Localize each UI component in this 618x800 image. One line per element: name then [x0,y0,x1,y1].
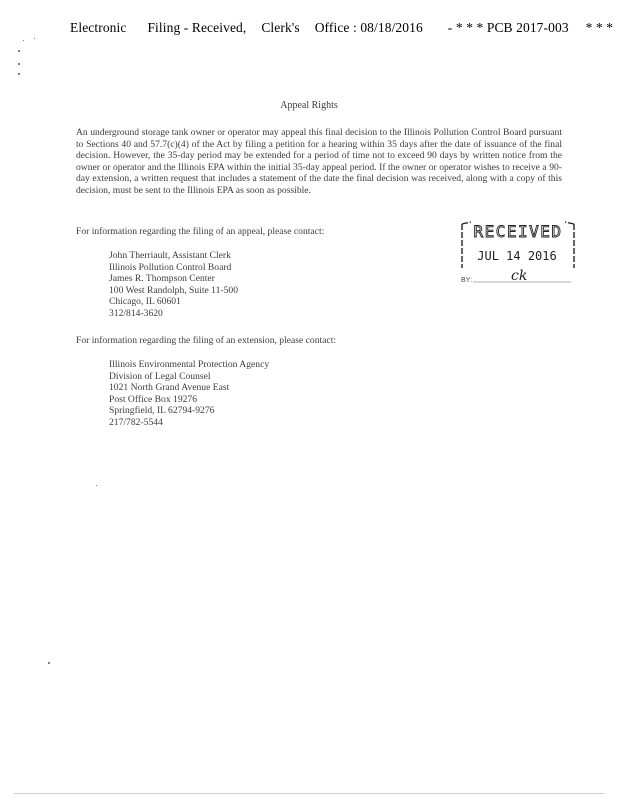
scan-bottom-edge [14,793,604,794]
appeal-rights-title: Appeal Rights [280,100,338,111]
address-line: 217/782-5544 [109,416,163,428]
scan-speck [96,485,97,486]
header-electronic: Electronic [70,20,127,35]
address-line: James R. Thompson Center [109,273,215,285]
address-line: Illinois Pollution Control Board [109,261,232,273]
address-line: 1021 North Grand Avenue East [109,382,230,394]
address-line: Division of Legal Counsel [109,370,211,382]
address-line: John Therriault, Assistant Clerk [109,250,231,261]
appeal-contact-intro: For information regarding the filing of an appeal, please contact: [76,226,325,237]
header-stars: * * * [585,20,614,35]
address-line: 100 West Randolph, Suite 11-500 [109,284,239,296]
scan-speck [48,662,50,664]
appeal-contact-address [109,250,238,320]
stamp-initials: ck [511,268,528,284]
extension-contact-address [109,359,269,429]
address-line: 312/814-3620 [109,307,163,319]
stamp-by-label: BY: [461,277,472,284]
stamp-date: JUL 14 2016 [477,249,557,263]
appeal-rights-paragraph: An underground storage tank owner or operator may appeal this final decision to the Illinois Pollution Control Board pursuant to Sections 40 and 57.7(c)(4) of the Act by filing a petition for a hearing within 35 days after the date of issuance of the final decision. However, the 35-day period may be extended for a period of time not to exceed 90 days by written notice from the owner or operator and the Illinois EPA within the initial 35-day appeal period. If the owner or operator wishes to receive a 90-day extension, a written request that includes a statement of the date the final decision was received, along with a copy of this decision, must be sent to the Illinois EPA as soon as possible. [76,127,562,196]
received-stamp [459,218,577,286]
scan-speck [23,40,24,41]
header-clerks: Clerk's [261,20,300,35]
scan-speck [18,73,20,75]
scan-speck [34,38,35,39]
filing-header [70,20,614,36]
header-case-number: - * * * PCB 2017-003 [447,20,569,35]
address-line: Springfield, IL 62794-9276 [109,405,215,417]
address-line: Illinois Environmental Protection Agency [109,359,270,370]
address-line: Chicago, IL 60601 [109,296,181,308]
header-filing-received: Filing - Received, [147,20,247,35]
scan-speck [18,50,20,52]
scan-speck [18,63,20,65]
address-line: Post Office Box 19276 [109,393,198,405]
extension-contact-intro: For information regarding the filing of an extension, please contact: [76,335,337,346]
stamp-received-word: RECEIVED [473,222,563,241]
header-office-date: Office : 08/18/2016 [314,20,423,35]
